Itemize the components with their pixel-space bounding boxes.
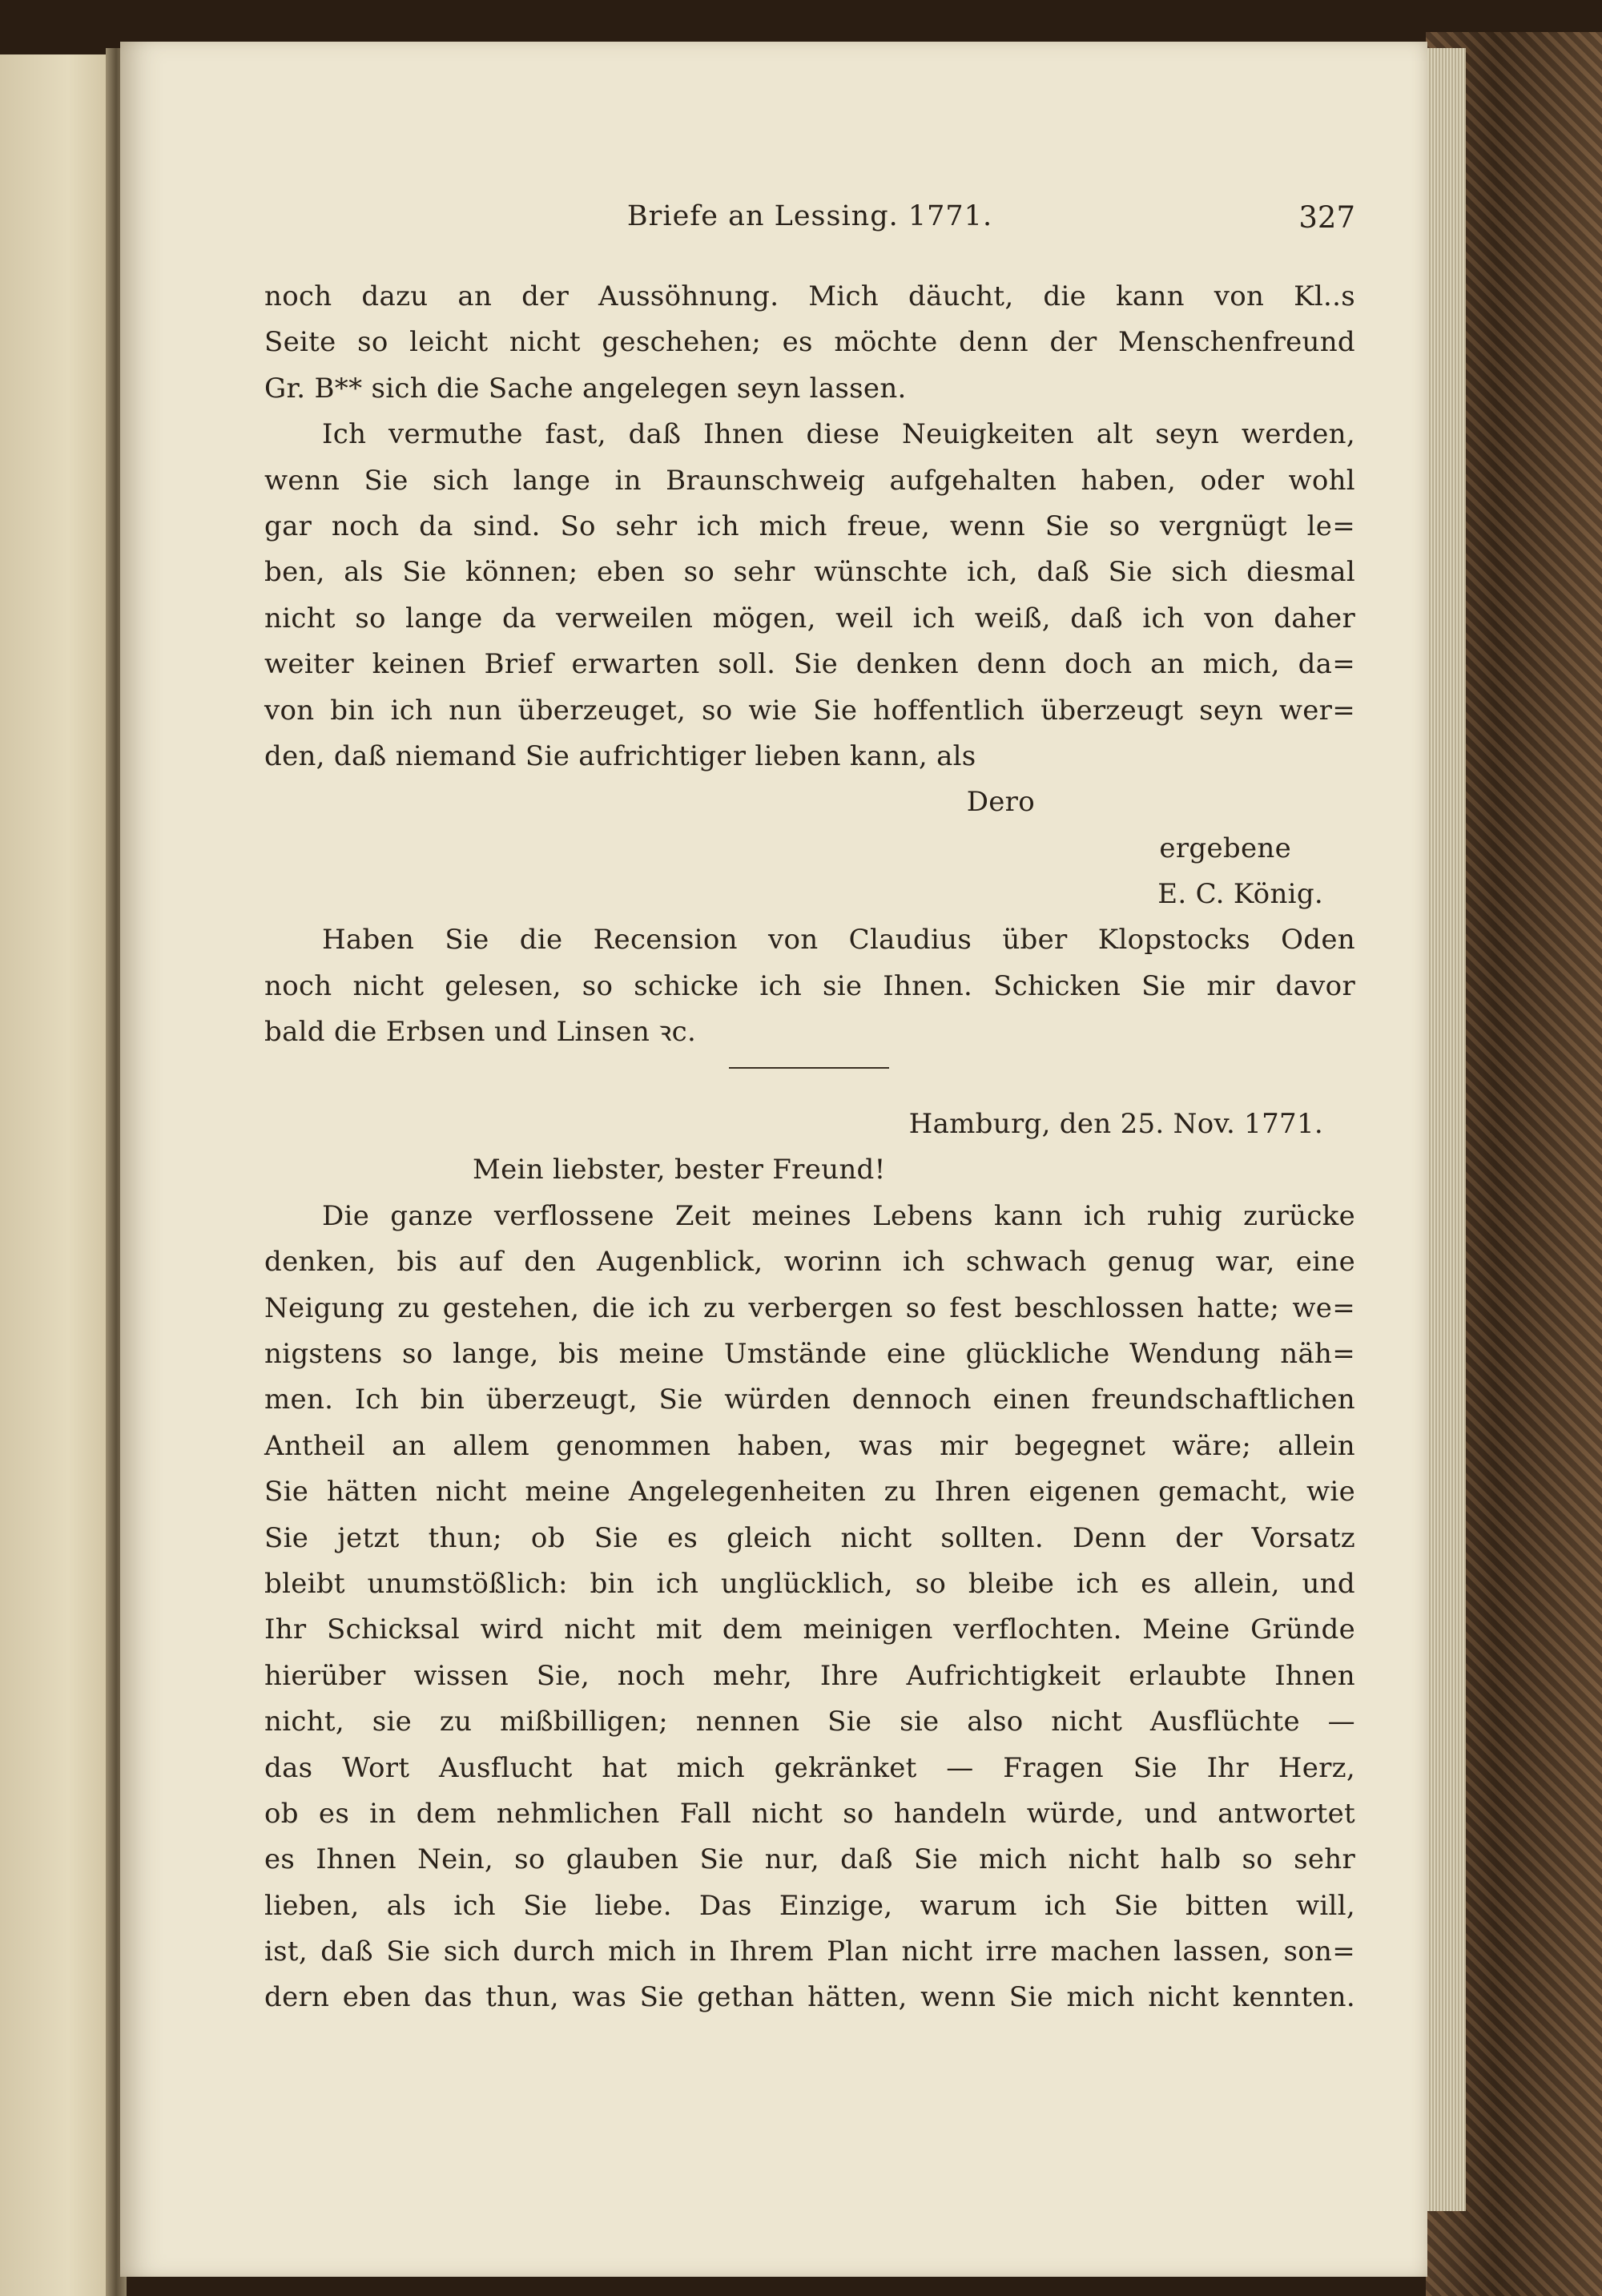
text-line: hierüber wissen Sie, noch mehr, Ihre Aufrichtigkeit erlaubte Ihnen [264, 1659, 1355, 1692]
text-line: nicht, sie zu mißbilligen; nennen Sie sie also nicht Ausflüchte — [264, 1706, 1355, 1738]
text-line: Neigung zu gestehen, die ich zu verbergen so fest beschlossen hatte; we= [264, 1291, 1355, 1324]
text-line: men. Ich bin überzeugt, Sie würden dennoch einen freundschaftlichen [264, 1384, 1355, 1416]
text-line: nicht so lange da verweilen mögen, weil ich weiß, daß ich von daher [264, 602, 1355, 634]
text-line: das Wort Ausflucht hat mich gekränket — Fragen Sie Ihr Herz, [264, 1751, 1355, 1784]
left-page-edge [0, 54, 114, 2296]
text-line: bleibt unumstößlich: bin ich unglücklich, so bleibe ich es allein, und [264, 1567, 1355, 1600]
text-line: Seite so leicht nicht geschehen; es möchte denn der Menschenfreund [264, 326, 1355, 359]
closing-dero: Dero [966, 786, 1035, 819]
text-line: von bin ich nun überzeuget, so wie Sie hoffentlich überzeugt seyn wer= [264, 694, 1355, 727]
text-line: ob es in dem nehmlichen Fall nicht so handeln würde, und antwortet [264, 1797, 1355, 1830]
text-line: dern eben das thun, was Sie gethan hätten, wenn Sie mich nicht kennten. [264, 1981, 1355, 2014]
text-line: noch dazu an der Aussöhnung. Mich däucht, die kann von Kl..s [264, 280, 1355, 312]
text-line: Gr. B** sich die Sache angelegen seyn lassen. [264, 372, 907, 405]
page-number: 327 [1298, 200, 1355, 235]
text-line: noch nicht gelesen, so schicke ich sie Ihnen. Schicken Sie mir davor [264, 969, 1355, 1002]
signature: E. C. König. [1157, 878, 1323, 911]
closing-ergebene: ergebene [1159, 832, 1291, 864]
text-line: denken, bis auf den Augenblick, worinn ich schwach genug war, eine [264, 1246, 1355, 1279]
text-line: Ihr Schicksal wird nicht mit dem meinigen verflochten. Meine Gründe [264, 1613, 1355, 1646]
page-body [264, 274, 1355, 2021]
text-line: wenn Sie sich lange in Braunschweig aufgehalten haben, oder wohl [264, 464, 1355, 497]
text-line: den, daß niemand Sie aufrichtiger lieben kann, als [264, 739, 976, 772]
text-line: ben, als Sie können; eben so sehr wünschte ich, daß Sie sich diesmal [264, 556, 1355, 589]
text-line: Sie jetzt thun; ob Sie es gleich nicht sollten. Denn der Vorsatz [264, 1521, 1355, 1554]
text-line: lieben, als ich Sie liebe. Das Einzige, warum ich Sie bitten will, [264, 1889, 1355, 1922]
text-line: Die ganze verflossene Zeit meines Lebens kann ich ruhig zurücke [322, 1199, 1355, 1232]
text-line: bald die Erbsen und Linsen ꝛc. [264, 1016, 697, 1049]
dateline: Hamburg, den 25. Nov. 1771. [908, 1108, 1323, 1141]
section-divider [264, 1056, 1355, 1102]
text-line: ist, daß Sie sich durch mich in Ihrem Plan nicht irre machen lassen, son= [264, 1935, 1355, 1968]
text-line: nigstens so lange, bis meine Umstände eine glückliche Wendung näh= [264, 1337, 1355, 1370]
salutation: Mein liebster, bester Freund! [473, 1154, 886, 1186]
page [120, 42, 1427, 2277]
text-line: gar noch da sind. So sehr ich mich freue, wenn Sie so vergnügt le= [264, 510, 1355, 542]
text-line: Sie hätten nicht meine Angelegenheiten zu Ihren eigenen gemacht, wie [264, 1476, 1355, 1509]
text-line: Antheil an allem genommen haben, was mir begegnet wäre; allein [264, 1429, 1355, 1462]
running-head: Briefe an Lessing. 1771. [626, 200, 993, 232]
page-header [264, 200, 1355, 245]
text-line: es Ihnen Nein, so glauben Sie nur, daß Sie mich nicht halb so sehr [264, 1843, 1355, 1876]
text-line: Haben Sie die Recension von Claudius über Klopstocks Oden [322, 924, 1355, 957]
text-line: Ich vermuthe fast, daß Ihnen diese Neuigkeiten alt seyn werden, [322, 418, 1355, 451]
text-line: weiter keinen Brief erwarten soll. Sie denken denn doch an mich, da= [264, 648, 1355, 681]
